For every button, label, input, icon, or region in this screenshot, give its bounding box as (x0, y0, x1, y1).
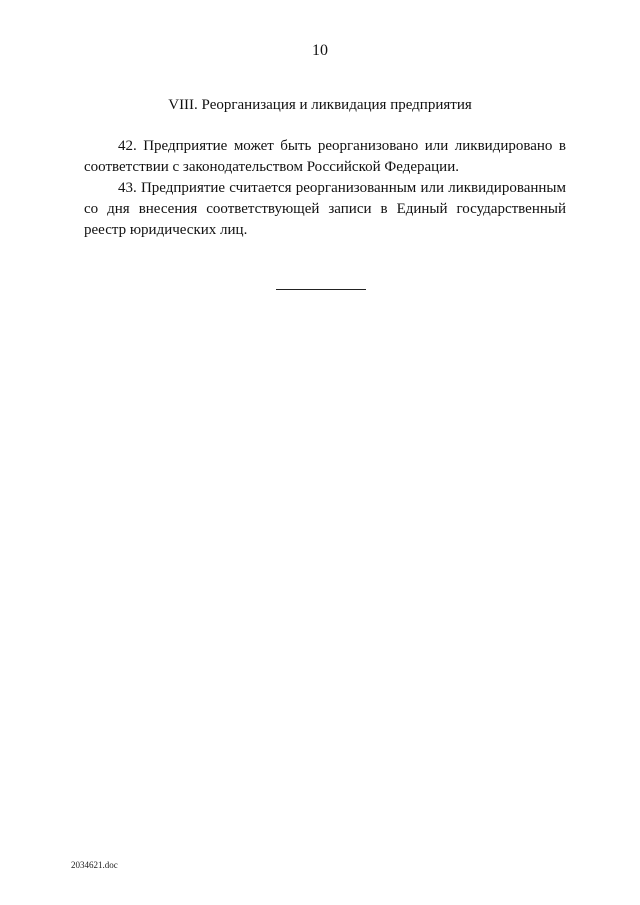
end-of-text-rule (276, 289, 366, 290)
page-number: 10 (312, 42, 328, 59)
section-heading: VIII. Реорганизация и ликвидация предприятия (168, 97, 472, 113)
paragraph-42: 42. Предприятие может быть реорганизовано или ликвидировано в соответствии с законодательством Российской Федерации. (84, 138, 566, 175)
document-body (84, 136, 566, 241)
footer-filename: 2034621.doc (71, 860, 118, 870)
paragraph-43: 43. Предприятие считается реорганизованным или ликвидированным со дня внесения соответствующей записи в Единый государственный реестр юридических лиц. (84, 180, 566, 238)
